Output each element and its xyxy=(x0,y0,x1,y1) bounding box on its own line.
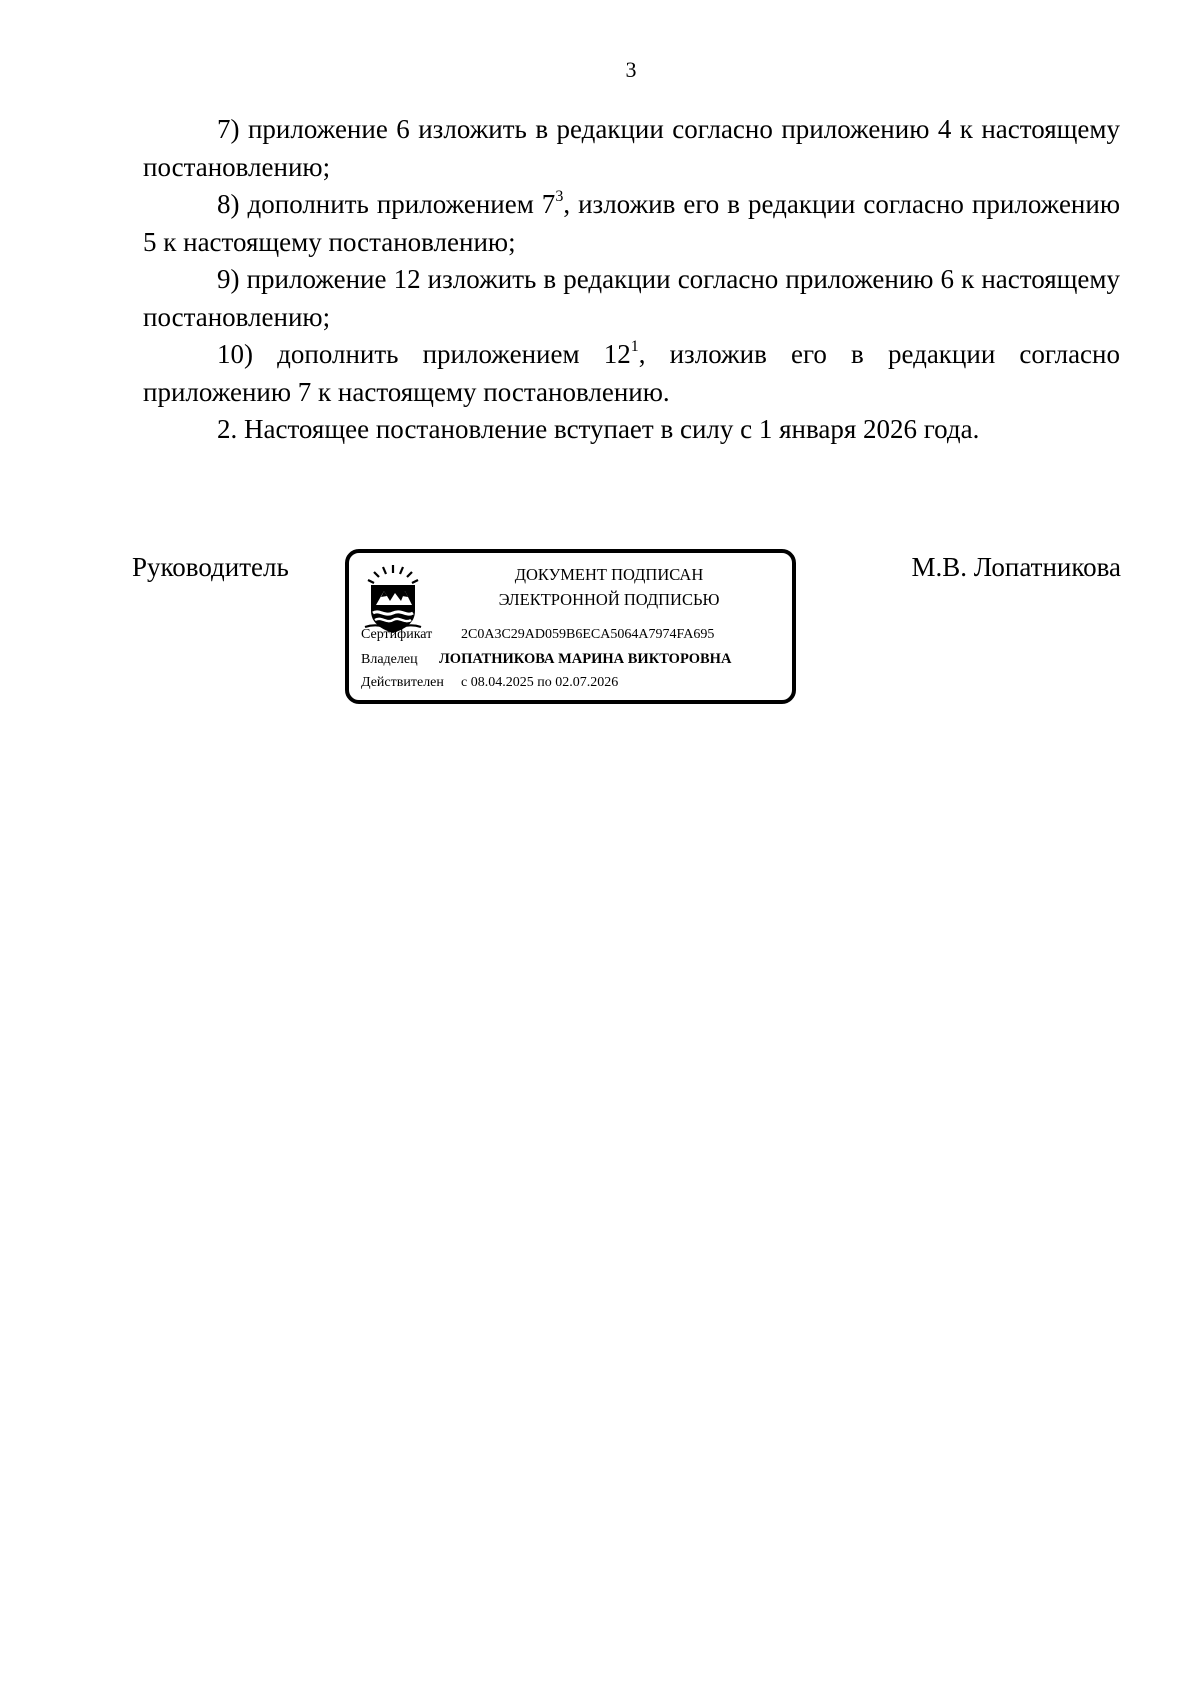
signatory-name: М.В. Лопатникова xyxy=(911,552,1121,582)
list-item-10 xyxy=(143,336,1120,411)
owner-label: Владелец xyxy=(361,652,418,667)
paragraph-text: 7) приложение 6 изложить в редакции согласно приложению 4 к настоящему постановлению; xyxy=(143,114,1120,182)
superscript-index: 1 xyxy=(630,338,639,355)
owner-row xyxy=(361,649,731,670)
superscript-index: 3 xyxy=(555,188,564,205)
list-item-8 xyxy=(143,186,1120,261)
paragraph-text-end: , изложив его в редакции согласно приложению 7 к настоящему постановлению. xyxy=(143,339,1120,407)
certificate-label: Сертификат xyxy=(361,627,433,642)
regional-coat-of-arms-icon xyxy=(359,561,427,635)
validity-value: с 08.04.2025 по 02.07.2026 xyxy=(461,675,619,690)
page-number: 3 xyxy=(625,57,637,82)
paragraph-text-start: 10) дополнить приложением 12 xyxy=(217,339,631,369)
signature-role: Руководитель xyxy=(132,552,289,582)
list-item-9 xyxy=(143,261,1120,336)
stamp-title: ДОКУМЕНТ ПОДПИСАН xyxy=(514,565,704,584)
certificate-value: 2C0A3C29AD059B6ECA5064A7974FA695 xyxy=(461,627,715,642)
stamp-subtitle: ЭЛЕКТРОННОЙ ПОДПИСЬЮ xyxy=(498,590,720,609)
document-body xyxy=(143,111,1120,449)
certificate-row xyxy=(361,625,714,645)
validity-label: Действителен xyxy=(361,675,444,690)
owner-value: ЛОПАТНИКОВА МАРИНА ВИКТОРОВНА xyxy=(439,651,732,667)
validity-row xyxy=(361,673,618,693)
paragraph-text: 2. Настоящее постановление вступает в силу с 1 января 2026 года. xyxy=(217,414,980,444)
paragraph-text: 9) приложение 12 изложить в редакции согласно приложению 6 к настоящему постановлению; xyxy=(143,264,1120,332)
paragraph-text-start: 8) дополнить приложением 7 xyxy=(217,189,556,219)
clause-2 xyxy=(143,411,1120,449)
electronic-signature-stamp xyxy=(345,549,796,704)
list-item-7 xyxy=(143,111,1120,186)
paragraph-text-end: , изложив его в редакции согласно приложению 5 к настоящему постановлению; xyxy=(143,189,1120,257)
